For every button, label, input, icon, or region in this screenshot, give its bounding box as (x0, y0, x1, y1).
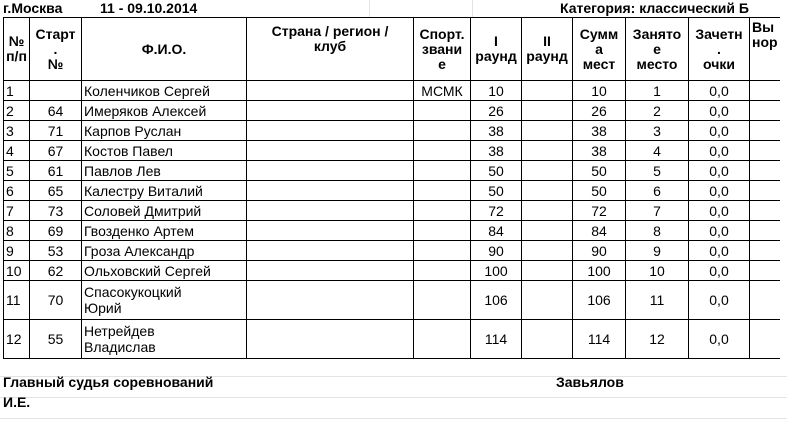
cell-num: 4 (4, 141, 30, 161)
table-header-row (4, 18, 780, 81)
header-line: раунд (475, 48, 517, 64)
cell-sum: 106 (573, 281, 626, 320)
cell-r2 (522, 201, 573, 221)
competition-dates: 11 - 09.10.2014 (100, 0, 198, 16)
sheet-gridline (369, 0, 370, 17)
table-row (4, 101, 780, 121)
cell-points: 0,0 (689, 121, 750, 141)
cell-r2 (522, 261, 573, 281)
cell-place: 7 (626, 201, 689, 221)
cell-r2 (522, 81, 573, 101)
header-line: Зачетн (695, 25, 743, 42)
cell-rank (414, 201, 471, 221)
cell-points: 0,0 (689, 141, 750, 161)
cell-points: 0,0 (689, 201, 750, 221)
cell-club (247, 281, 414, 320)
cell-sum: 50 (573, 161, 626, 181)
cell-place: 11 (626, 281, 689, 320)
cell-start: 67 (30, 141, 82, 161)
cell-rank (414, 101, 471, 121)
cell-num: 5 (4, 161, 30, 181)
cell-num: 7 (4, 201, 30, 221)
cell-r1: 100 (471, 261, 522, 281)
header-line: № (8, 33, 25, 49)
table-row (4, 261, 780, 281)
table-row (4, 141, 780, 161)
header-place (626, 18, 689, 81)
sheet-gridline (472, 0, 473, 17)
header-line: Занято (632, 25, 682, 42)
cell-points: 0,0 (689, 181, 750, 201)
cell-num: 1 (4, 81, 30, 101)
header-line: . (717, 40, 721, 57)
cell-points: 0,0 (689, 261, 750, 281)
cell-extra (750, 201, 780, 221)
cell-sum: 38 (573, 121, 626, 141)
cell-r1: 10 (471, 81, 522, 101)
header-line: Старт (35, 25, 76, 42)
header-extra (750, 18, 780, 81)
cell-name (82, 281, 247, 320)
cell-name: Костов Павел (82, 141, 247, 161)
cell-place: 8 (626, 221, 689, 241)
cell-points: 0,0 (689, 281, 750, 320)
cell-start: 71 (30, 121, 82, 141)
cell-extra (750, 101, 780, 121)
cell-extra (750, 181, 780, 201)
header-line: раунд (526, 48, 568, 64)
cell-place: 3 (626, 121, 689, 141)
cell-rank (414, 121, 471, 141)
name-line: Юрий (84, 300, 122, 316)
cell-points: 0,0 (689, 221, 750, 241)
cell-rank (414, 261, 471, 281)
header-sum (573, 18, 626, 81)
cell-club (247, 181, 414, 201)
cell-club (247, 221, 414, 241)
cell-name: Гроза Александр (82, 241, 247, 261)
cell-r1: 38 (471, 121, 522, 141)
header-line: нор (752, 34, 778, 50)
header-line: Вы (752, 19, 775, 35)
cell-r2 (522, 241, 573, 261)
cell-rank: МСМК (414, 81, 471, 101)
name-line: Спасокукоцкий (84, 284, 182, 300)
table-row (4, 281, 780, 320)
cell-num: 9 (4, 241, 30, 261)
table-row (4, 161, 780, 181)
cell-rank (414, 141, 471, 161)
cell-place: 10 (626, 261, 689, 281)
chief-judge-initials: И.Е. (3, 394, 31, 410)
header-line: II (543, 33, 551, 49)
cell-club (247, 81, 414, 101)
cell-club (247, 121, 414, 141)
cell-extra (750, 241, 780, 261)
cell-extra (750, 261, 780, 281)
cell-name: Павлов Лев (82, 161, 247, 181)
header-round1 (471, 18, 522, 81)
cell-r2 (522, 181, 573, 201)
cell-sum: 84 (573, 221, 626, 241)
city-title: г.Москва (3, 0, 63, 16)
cell-club (247, 201, 414, 221)
cell-extra (750, 281, 780, 320)
cell-name: Калестру Виталий (82, 181, 247, 201)
cell-name: Коленчиков Сергей (82, 81, 247, 101)
cell-club (247, 101, 414, 121)
cell-name: Гвозденко Артем (82, 221, 247, 241)
cell-place: 2 (626, 101, 689, 121)
cell-club (247, 320, 414, 359)
header-start (30, 18, 82, 81)
cell-r2 (522, 161, 573, 181)
cell-name: Ольховский Сергей (82, 261, 247, 281)
header-round2 (522, 18, 573, 81)
cell-points: 0,0 (689, 101, 750, 121)
cell-start: 61 (30, 161, 82, 181)
header-rank (414, 18, 471, 81)
cell-sum: 90 (573, 241, 626, 261)
header-line: п/п (6, 48, 27, 64)
table-row (4, 241, 780, 261)
cell-num: 6 (4, 181, 30, 201)
cell-sum: 26 (573, 101, 626, 121)
cell-r2 (522, 281, 573, 320)
header-line: е (438, 55, 446, 72)
cell-name (82, 320, 247, 359)
cell-r1: 50 (471, 181, 522, 201)
cell-place: 4 (626, 141, 689, 161)
cell-place: 5 (626, 161, 689, 181)
header-line: клуб (313, 38, 347, 54)
cell-r1: 90 (471, 241, 522, 261)
table-row (4, 121, 780, 141)
header-points (689, 18, 750, 81)
cell-num: 8 (4, 221, 30, 241)
cell-name: Соловей Дмитрий (82, 201, 247, 221)
cell-points: 0,0 (689, 241, 750, 261)
cell-extra (750, 121, 780, 141)
header-club (247, 18, 414, 81)
cell-r2 (522, 221, 573, 241)
cell-place: 9 (626, 241, 689, 261)
cell-num: 10 (4, 261, 30, 281)
name-line: Владислав (84, 339, 156, 355)
cell-start: 55 (30, 320, 82, 359)
sheet-gridline (0, 397, 787, 398)
cell-num: 12 (4, 320, 30, 359)
header-line: Страна / регион / (271, 23, 389, 39)
header-line: Спорт. (419, 25, 465, 42)
chief-judge-name: Завьялов (556, 374, 624, 390)
cell-rank (414, 281, 471, 320)
cell-sum: 114 (573, 320, 626, 359)
cell-start: 53 (30, 241, 82, 261)
cell-club (247, 261, 414, 281)
cell-rank (414, 320, 471, 359)
category-title: Категория: классический Б (560, 0, 749, 16)
table-row (4, 81, 780, 101)
cell-start: 65 (30, 181, 82, 201)
cell-num: 3 (4, 121, 30, 141)
sheet-gridline (0, 418, 787, 419)
cell-sum: 72 (573, 201, 626, 221)
cell-rank (414, 241, 471, 261)
cell-num: 2 (4, 101, 30, 121)
name-line: Нетрейдев (84, 323, 155, 339)
cell-r2 (522, 141, 573, 161)
cell-r2 (522, 121, 573, 141)
cell-r1: 106 (471, 281, 522, 320)
table-row (4, 320, 780, 359)
cell-start (30, 81, 82, 101)
cell-club (247, 141, 414, 161)
cell-extra (750, 221, 780, 241)
cell-start: 64 (30, 101, 82, 121)
cell-name: Карпов Руслан (82, 121, 247, 141)
cell-extra (750, 81, 780, 101)
cell-num: 11 (4, 281, 30, 320)
header-line: . (53, 40, 58, 57)
cell-club (247, 161, 414, 181)
cell-extra (750, 161, 780, 181)
header-line: № (47, 55, 64, 72)
cell-start: 73 (30, 201, 82, 221)
header-line: очки (703, 55, 735, 72)
cell-r2 (522, 101, 573, 121)
cell-rank (414, 221, 471, 241)
header-line: а (595, 40, 603, 57)
cell-sum: 10 (573, 81, 626, 101)
cell-start: 62 (30, 261, 82, 281)
cell-place: 12 (626, 320, 689, 359)
header-line: Сумм (579, 25, 619, 42)
header-num (4, 18, 30, 81)
cell-r1: 38 (471, 141, 522, 161)
cell-r2 (522, 320, 573, 359)
table-row (4, 221, 780, 241)
cell-start: 69 (30, 221, 82, 241)
cell-r1: 50 (471, 161, 522, 181)
cell-rank (414, 181, 471, 201)
header-line: Ф.И.О. (141, 40, 187, 57)
cell-r1: 72 (471, 201, 522, 221)
cell-r1: 26 (471, 101, 522, 121)
cell-sum: 100 (573, 261, 626, 281)
header-name (82, 18, 247, 81)
table-row (4, 201, 780, 221)
cell-extra (750, 141, 780, 161)
cell-name: Имеряков Алексей (82, 101, 247, 121)
cell-points: 0,0 (689, 161, 750, 181)
cell-start: 70 (30, 281, 82, 320)
header-line: I (494, 33, 498, 49)
header-line: звани (421, 40, 463, 57)
cell-r1: 84 (471, 221, 522, 241)
header-line: мест (582, 55, 616, 72)
chief-judge-title: Главный судья соревнований (3, 374, 214, 390)
cell-points: 0,0 (689, 320, 750, 359)
cell-place: 6 (626, 181, 689, 201)
cell-points: 0,0 (689, 81, 750, 101)
cell-club (247, 241, 414, 261)
cell-r1: 114 (471, 320, 522, 359)
table-row (4, 181, 780, 201)
cell-sum: 50 (573, 181, 626, 201)
cell-sum: 38 (573, 141, 626, 161)
header-line: место (636, 55, 678, 72)
header-line: е (653, 40, 661, 57)
cell-extra (750, 320, 780, 359)
cell-rank (414, 161, 471, 181)
results-table (3, 17, 780, 359)
cell-place: 1 (626, 81, 689, 101)
